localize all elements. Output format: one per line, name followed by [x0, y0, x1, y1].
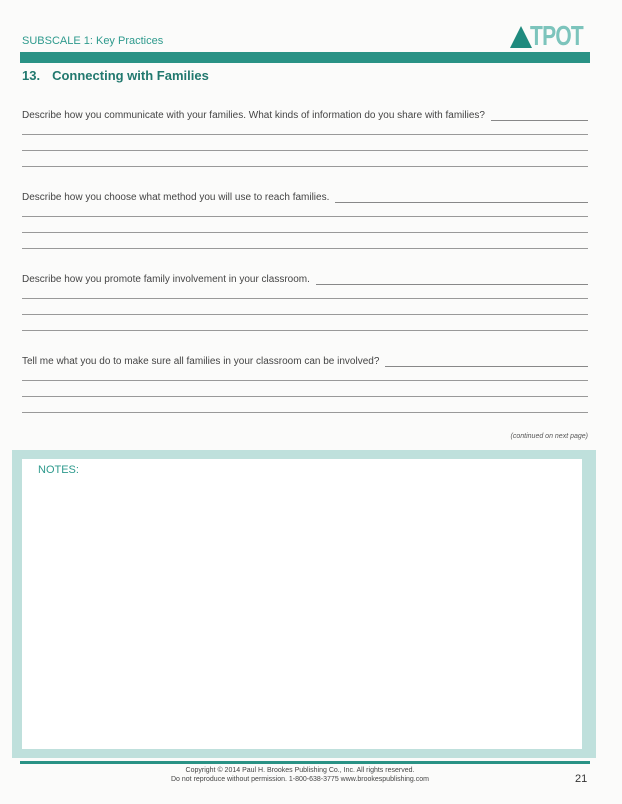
notes-label: NOTES: — [38, 464, 79, 476]
copyright-line: Copyright © 2014 Paul H. Brookes Publishing Co., Inc. All rights reserved. — [185, 767, 415, 774]
answer-line[interactable] — [22, 134, 588, 135]
logo-text: TPOT — [530, 20, 584, 51]
answer-line[interactable] — [22, 232, 588, 233]
answer-line[interactable] — [491, 110, 588, 121]
question-text: Describe how you communicate with your families. What kinds of information do you share with families? — [22, 110, 485, 121]
permission-line: Do not reproduce without permission. 1-800-638-3775 www.brookespublishing.com — [171, 776, 429, 783]
page-number: 21 — [575, 773, 588, 785]
footer-rule — [20, 761, 590, 764]
answer-line[interactable] — [335, 192, 588, 203]
item-number: 13. — [22, 68, 41, 83]
answer-line[interactable] — [22, 330, 588, 331]
subscale-label: SUBSCALE 1: Key Practices — [22, 35, 164, 47]
section-title — [22, 68, 221, 83]
answer-line[interactable] — [22, 412, 588, 413]
question-text: Describe how you promote family involvement in your classroom. — [22, 274, 310, 285]
question-1 — [22, 110, 588, 121]
answer-line[interactable] — [22, 216, 588, 217]
notes-area[interactable] — [22, 459, 582, 749]
question-3 — [22, 274, 588, 285]
copyright — [150, 766, 450, 784]
answer-line[interactable] — [22, 150, 588, 151]
answer-line[interactable] — [316, 274, 588, 285]
question-4 — [22, 356, 588, 367]
question-2 — [22, 192, 588, 203]
question-text: Describe how you choose what method you will use to reach families. — [22, 192, 330, 203]
answer-line[interactable] — [22, 166, 588, 167]
answer-line[interactable] — [22, 380, 588, 381]
item-title: Connecting with Families — [52, 68, 209, 83]
answer-line[interactable] — [385, 356, 588, 367]
answer-line[interactable] — [22, 314, 588, 315]
question-text: Tell me what you do to make sure all families in your classroom can be involved? — [22, 356, 380, 367]
answer-line[interactable] — [22, 298, 588, 299]
triangle-icon — [510, 26, 532, 48]
answer-line[interactable] — [22, 396, 588, 397]
tpot-logo — [510, 22, 595, 52]
header-bar — [20, 52, 590, 63]
answer-line[interactable] — [22, 248, 588, 249]
continued-note: (continued on next page) — [510, 433, 588, 440]
